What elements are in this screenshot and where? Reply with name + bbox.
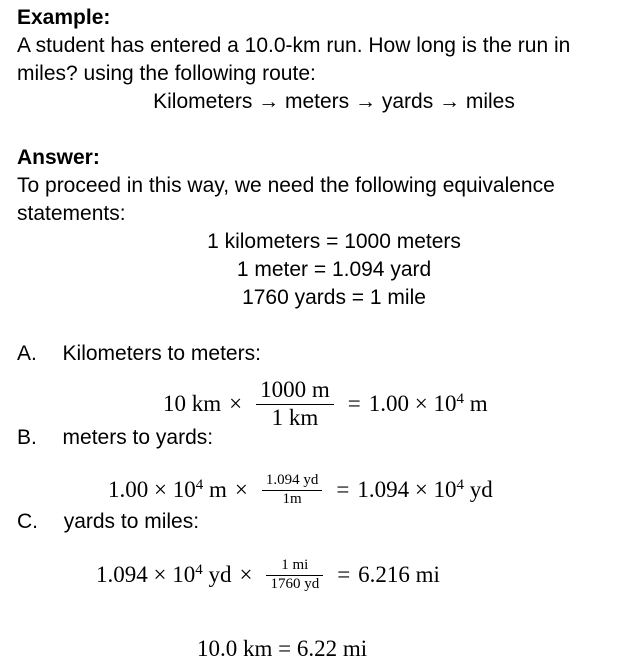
equation-b-lhs-base: 1.00 × 10 — [108, 477, 196, 502]
equation-a-lhs: 10 km — [163, 391, 222, 416]
equation-b-rhs-exponent: 4 — [456, 476, 465, 493]
equation-b-lhs-exponent: 4 — [195, 476, 204, 493]
equation-b — [108, 464, 493, 516]
equation-c-numerator: 1 mi — [281, 557, 309, 574]
step-c-title: yards to miles: — [63, 510, 200, 533]
route-line: Kilometers → meters → yards → miles — [153, 90, 515, 113]
example-line-2: miles? using the following route: — [17, 62, 316, 85]
equation-b-denominator: 1m — [282, 490, 302, 507]
step-a-title: Kilometers to meters: — [62, 342, 261, 365]
equation-b-numerator: 1.094 yd — [265, 472, 319, 489]
equation-a-rhs-unit: m — [463, 391, 488, 416]
equation-a-times: × — [229, 391, 243, 416]
equation-a-rhs-base: 1.00 × 10 — [368, 391, 457, 416]
final-result: 10.0 km = 6.22 mi — [197, 636, 368, 661]
example-heading: Example: — [17, 6, 111, 29]
equation-a-rhs — [369, 391, 488, 417]
equation-c-rhs: 6.216 mi — [358, 562, 440, 587]
equation-c-fraction — [266, 557, 323, 593]
equation-b-rhs-unit: yd — [464, 477, 493, 502]
equation-a-denominator: 1 km — [271, 404, 319, 430]
step-b-label: B. — [17, 426, 37, 449]
equation-b-fraction — [262, 472, 323, 508]
equation-b-rhs — [357, 477, 492, 503]
equivalence-statement-1: 1 kilometers = 1000 meters — [207, 230, 461, 253]
step-c-label: C. — [17, 510, 38, 533]
equation-b-equals: = — [336, 477, 350, 502]
equation-b-lhs — [108, 477, 227, 503]
equation-a-rhs-exponent: 4 — [456, 390, 464, 407]
equivalence-statement-3: 1760 yards = 1 mile — [242, 286, 426, 309]
equation-c-lhs-unit: yd — [202, 562, 232, 587]
equation-c — [96, 549, 440, 601]
step-a-label: A. — [17, 342, 37, 365]
equation-b-times: × — [234, 477, 248, 502]
equation-c-denominator: 1760 yd — [270, 575, 320, 592]
answer-heading: Answer: — [17, 146, 100, 169]
example-line-1: A student has entered a 10.0-km run. How long is the run in — [17, 34, 571, 57]
answer-line-1: To proceed in this way, we need the following equivalence — [17, 174, 555, 197]
equivalence-statement-2: 1 meter = 1.094 yard — [236, 258, 432, 281]
equation-b-rhs-base: 1.094 × 10 — [357, 477, 457, 502]
equation-c-lhs-exponent: 4 — [195, 561, 203, 578]
equation-c-times: × — [239, 562, 253, 587]
equation-a-fraction — [256, 377, 334, 431]
step-b-title: meters to yards: — [62, 426, 214, 449]
step-b-heading — [17, 426, 213, 450]
equation-c-equals: = — [337, 562, 351, 587]
equation-c-lhs-base: 1.094 × 10 — [96, 562, 196, 587]
step-c-heading — [17, 510, 199, 534]
equation-a-numerator: 1000 m — [260, 377, 330, 403]
equation-b-lhs-unit: m — [203, 477, 227, 502]
equation-a-equals: = — [347, 391, 361, 416]
answer-line-2: statements: — [17, 202, 126, 225]
equation-c-lhs — [96, 562, 231, 588]
step-a-heading — [17, 342, 261, 366]
